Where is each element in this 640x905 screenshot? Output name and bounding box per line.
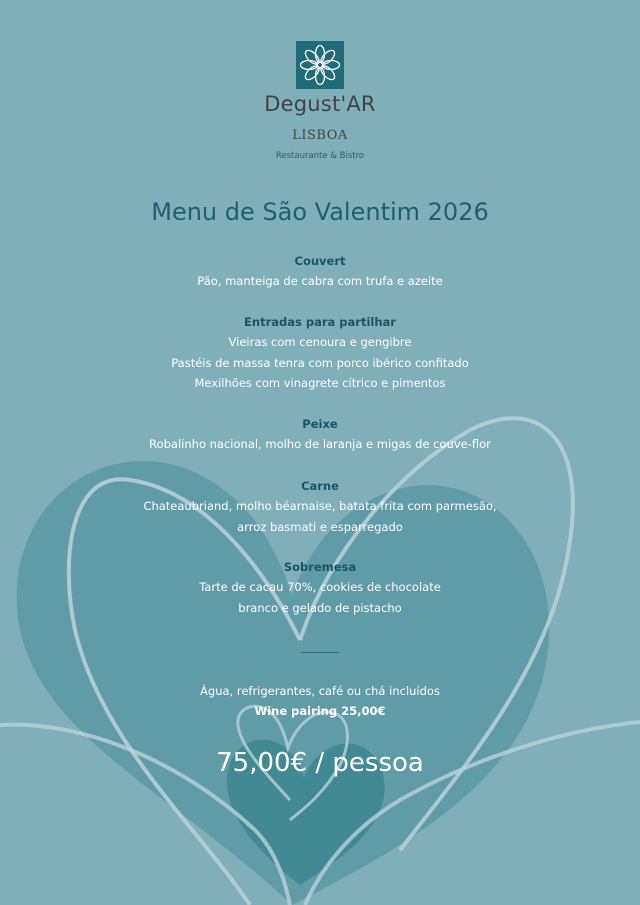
menu-section-sobremesa: [0, 557, 640, 618]
menu-item: Mexilhões com vinagrete cítrico e pimentos: [194, 376, 446, 390]
menu-section-couvert: [0, 251, 640, 292]
menu-section-carne: [0, 476, 640, 537]
brand-tagline: Restaurante & Bistro: [275, 151, 365, 161]
menu-item: Pastéis de massa tenra com porco ibérico confitado: [171, 355, 469, 370]
section-heading: Peixe: [302, 417, 338, 431]
menu-item: Pão, manteiga de cabra com trufa e azeite: [197, 274, 443, 288]
menu-item: Robalinho nacional, molho de laranja e migas de couve-flor: [149, 437, 491, 451]
brand-name: Degust'AR: [264, 92, 376, 116]
flower-logo-icon: [296, 41, 344, 89]
section-heading: Sobremesa: [283, 560, 357, 574]
menu-item: Tarte de cacau 70%, cookies de chocolate: [199, 580, 441, 594]
drinks-included: Água, refrigerantes, café ou chá incluídos: [200, 684, 440, 698]
menu-item: arroz basmati e esparregado: [237, 519, 403, 534]
menu-item: branco e gelado de pistacho: [238, 600, 402, 615]
menu-item: Vieiras com cenoura e gengibre: [228, 335, 412, 349]
drinks-note: [0, 681, 640, 721]
menu-item: Chateaubriand, molho béarnaise, batata frita com parmesão,: [143, 499, 497, 513]
menu-section-peixe: [0, 414, 640, 455]
divider: [301, 652, 339, 653]
section-heading: Entradas para partilhar: [244, 315, 396, 329]
menu-section-entradas: [0, 312, 640, 394]
section-heading: Carne: [301, 479, 339, 493]
price-per-person: 75,00€ / pessoa: [216, 748, 424, 778]
section-heading: Couvert: [294, 254, 346, 268]
menu-title: Menu de São Valentim 2026: [151, 198, 489, 226]
brand-city: LISBOA: [292, 128, 348, 143]
wine-pairing: Wine pairing 25,00€: [254, 704, 386, 718]
